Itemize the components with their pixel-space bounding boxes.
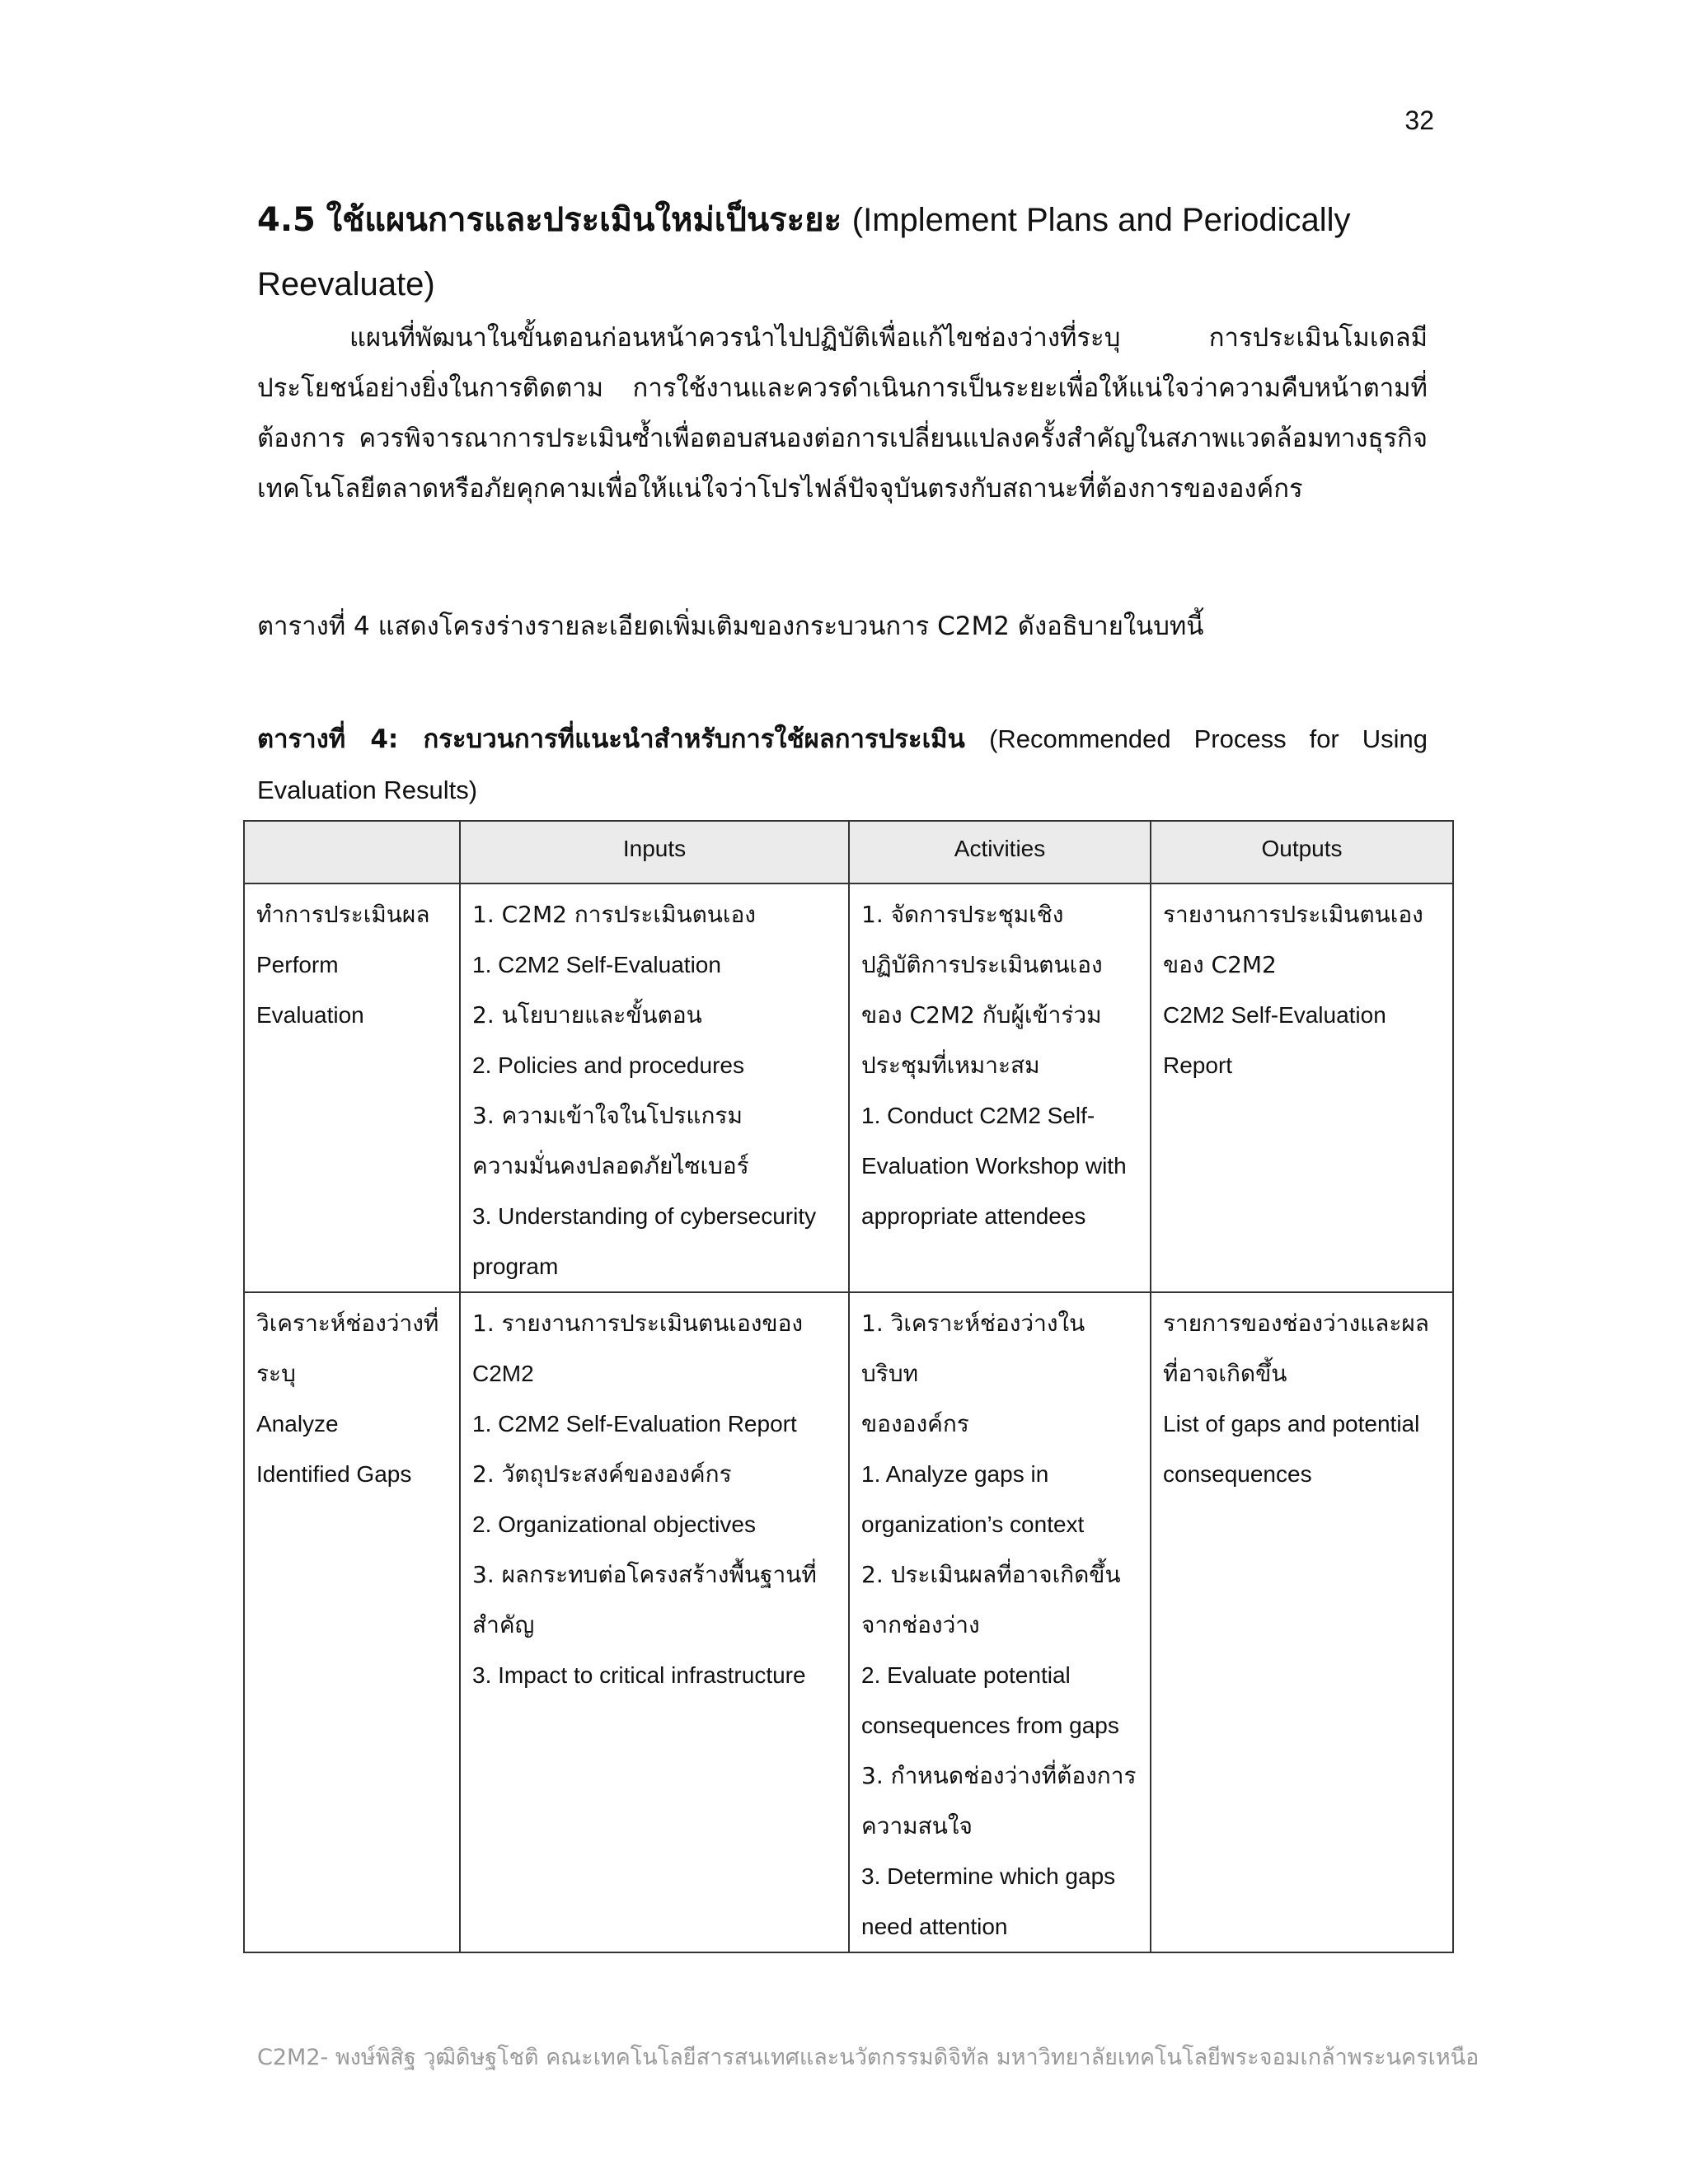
cell-line: 1. C2M2 Self-Evaluation Report [472, 1411, 797, 1436]
page-number: 32 [1404, 105, 1434, 135]
cell-line: 3. ผลกระทบต่อโครงสร้างพื้นฐานที่ [472, 1561, 817, 1588]
cell-line: 1. จัดการประชุมเชิง [861, 901, 1064, 928]
cell-line: ของ C2M2 กับผู้เข้าร่วม [861, 1001, 1102, 1029]
cell-line: 1. Analyze gaps in [861, 1461, 1049, 1487]
cell-line: สำคัญ [472, 1611, 535, 1638]
cell-line: Perform [256, 952, 339, 977]
cell-line: ขององค์กร [861, 1410, 969, 1437]
cell-line: 3. กำหนดช่องว่างที่ต้องการ [861, 1762, 1137, 1789]
step-cell [244, 1292, 460, 1952]
cell-line: ความสนใจ [861, 1812, 973, 1840]
section-heading [257, 188, 1444, 316]
body-paragraph: แผนที่พัฒนาในขั้นตอนก่อนหน้าควรนำไปปฏิบัติเพื่อแก้ไขช่องว่างที่ระบุ การประเมินโมเดลมีประโยชน์อย่างยิ่งในการติดตาม การใช้งานและควรดำเนินการเป็นระยะเพื่อให้แน่ใจว่าความคืบหน้าตามที่ต้องการ ควรพิจารณาการประเมินซ้ำเพื่อตอบสนองต่อการเปลี่ยนแปลงครั้งสำคัญในสภาพแวดล้อมทางธุรกิจเทคโนโลยีตลาดหรือภัยคุกคามเพื่อให้แน่ใจว่าโปรไฟล์ปัจจุบันตรงกับสถานะที่ต้องการขององค์กร [257, 323, 1428, 504]
cell-line: ที่อาจเกิดขึ้น [1163, 1360, 1287, 1387]
cell-line: ความมั่นคงปลอดภัยไซเบอร์ [472, 1152, 749, 1179]
section-title-english: (Implement Plans and Periodically Reevaluate) [257, 202, 1351, 302]
cell-line: Evaluation Workshop with [861, 1153, 1127, 1179]
table-caption [257, 714, 1428, 816]
cell-line: 2. นโยบายและขั้นตอน [472, 1001, 702, 1029]
cell-line: Report [1163, 1052, 1233, 1078]
activities-cell [849, 883, 1151, 1292]
cell-line: organization’s context [861, 1511, 1085, 1537]
cell-line: C2M2 Self-Evaluation [1163, 1002, 1386, 1028]
inputs-cell [460, 1292, 849, 1952]
outputs-cell [1151, 1292, 1453, 1952]
header-activities: Activities [849, 821, 1151, 883]
cell-line: ระบุ [256, 1360, 296, 1387]
cell-line: 2. ประเมินผลที่อาจเกิดขึ้น [861, 1561, 1121, 1588]
cell-line: รายงานการประเมินตนเอง [1163, 901, 1423, 928]
cell-line: 1. วิเคราะห์ช่องว่างในบริบท [861, 1310, 1085, 1387]
table-caption-label: ตารางที่ 4: กระบวนการที่แนะนำสำหรับการใช้ผลการประเมิน [257, 724, 965, 754]
cell-line: 3. Understanding of cybersecurity [472, 1203, 817, 1229]
process-table [243, 820, 1454, 1953]
activities-cell [849, 1292, 1151, 1952]
cell-line: program [472, 1254, 559, 1279]
cell-line: Analyze [256, 1411, 339, 1436]
cell-line: 2. Evaluate potential [861, 1662, 1071, 1688]
outputs-cell [1151, 883, 1453, 1292]
page-footer: C2M2- พงษ์พิสิฐ วุฒิดิษฐโชติ คณะเทคโนโลยีสารสนเทศและนวัตกรรมดิจิทัล มหาวิทยาลัยเทคโนโลยีพระจอมเกล้าพระนครเหนือ [257, 2045, 1479, 2070]
table-header-row [244, 821, 1453, 883]
inputs-cell [460, 883, 849, 1292]
cell-line: ปฏิบัติการประเมินตนเอง [861, 951, 1103, 978]
cell-line: 1. C2M2 Self-Evaluation [472, 952, 721, 977]
cell-line: ของ C2M2 [1163, 951, 1277, 978]
cell-line: Identified Gaps [256, 1461, 412, 1487]
table-row [244, 883, 1453, 1292]
cell-line: 1. Conduct C2M2 Self- [861, 1103, 1095, 1128]
cell-line: appropriate attendees [861, 1203, 1086, 1229]
cell-line: 3. Determine which gaps [861, 1863, 1116, 1889]
cell-line: Evaluation [256, 1002, 364, 1028]
cell-line: 3. ความเข้าใจในโปรแกรม [472, 1102, 743, 1129]
cell-line: 2. วัตถุประสงค์ขององค์กร [472, 1460, 732, 1488]
table-caption-english: (Recommended Process for Using Evaluation Results) [257, 724, 1428, 804]
header-step [244, 821, 460, 883]
cell-line: C2M2 [472, 1361, 534, 1386]
cell-line: 1. รายงานการประเมินตนเองของ [472, 1310, 804, 1337]
cell-line: List of gaps and potential [1163, 1411, 1420, 1436]
header-inputs: Inputs [460, 821, 849, 883]
cell-line: consequences [1163, 1461, 1312, 1487]
table-reference-text: ตารางที่ 4 แสดงโครงร่างรายละเอียดเพิ่มเติมของกระบวนการ C2M2 ดังอธิบายในบทนี้ [257, 612, 1204, 641]
cell-line: จากช่องว่าง [861, 1611, 980, 1638]
header-outputs: Outputs [1151, 821, 1453, 883]
cell-line: ประชุมที่เหมาะสม [861, 1052, 1040, 1079]
cell-line: consequences from gaps [861, 1713, 1119, 1738]
cell-line: รายการของช่องว่างและผล [1163, 1310, 1429, 1337]
cell-line: ทำการประเมินผล [256, 901, 430, 928]
cell-line: 3. Impact to critical infrastructure [472, 1662, 806, 1688]
cell-line: 1. C2M2 การประเมินตนเอง [472, 901, 756, 928]
section-title-thai: ใช้แผนการและประเมินใหม่เป็นระยะ [326, 201, 842, 239]
table-row [244, 1292, 1453, 1952]
cell-line: 2. Policies and procedures [472, 1052, 744, 1078]
section-number: 4.5 [257, 201, 316, 239]
cell-line: need attention [861, 1914, 1008, 1939]
step-cell [244, 883, 460, 1292]
cell-line: 2. Organizational objectives [472, 1511, 756, 1537]
cell-line: วิเคราะห์ช่องว่างที่ [256, 1310, 439, 1337]
